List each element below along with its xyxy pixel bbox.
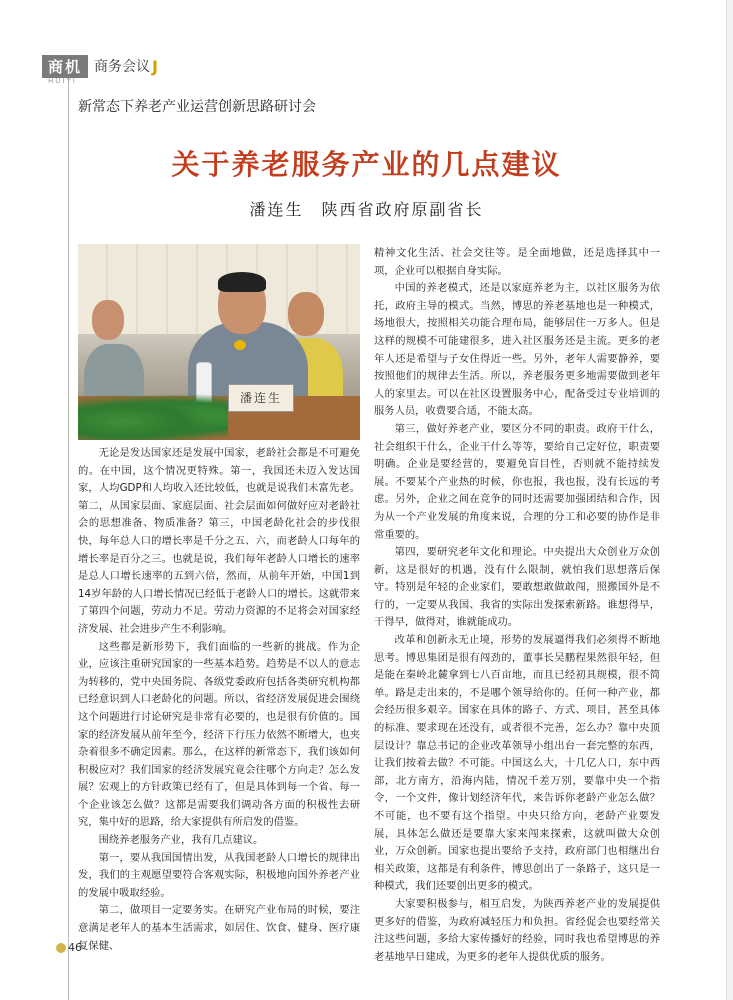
- paragraph: 无论是发达国家还是发展中国家，老龄社会都是不可避免的。在中国，这个情况更特殊。第一，我国还未迈入发达国家，人均GDP和人均收入还比较低，也就是说我们未富先老。第二，从国家层面、家庭层面、社会层面如何做好应对老龄社会的思想准备、物质准备？第三，中国老龄化社会的步伐很快，每年总人口的增长率是千分之五、六，而老龄人口每年的增长率是百分之三。也就是说，我们每年老龄人口增长的速率是总人口增长速率的五到六倍，然而，从前年开始，中国1到14岁年龄的人口增长情况已经低于老龄人口的增长。这就带来了第四个问题，劳动力不足。劳动力资源的不足将会对国家经济发展、社会进步产生不利影响。: [78, 447, 360, 635]
- paragraph: 围绕养老服务产业，我有几点建议。: [98, 834, 264, 847]
- page-number-text: 46: [68, 941, 82, 954]
- speaker-nameplate: 潘连生: [228, 384, 294, 412]
- section-header: [42, 55, 158, 77]
- speaker-photo: [78, 244, 360, 440]
- left-column: [78, 445, 360, 955]
- photo-plant: [78, 394, 228, 440]
- paragraph: 第四，要研究老年文化和理论。中央提出大众创业万众创新，这是很好的机遇，没有什么限制，就怕我们思想落后保守。特别是年轻的企业家们，要敢想敢做敢闯，照搬国外是不行的，一定要从我国、我省的实际出发探索新路。谁想得早，干得早，做得对，谁就能成功。: [374, 546, 660, 629]
- section-badge: 商机: [42, 55, 88, 78]
- paragraph: 第二，做项目一定要务实。在研究产业布局的时候，要注意满足老年人的基本生活需求，如居住、饮食、健身、医疗康复保健、: [78, 904, 360, 952]
- paragraph: 改革和创新永无止境，形势的发展逼得我们必须得不断地思考。博思集团是很有闯劲的，董事长吴鹏程果然很年轻，但是能在秦岭北麓拿到七八百亩地，而且已经初具规模，很不简单。路是走出来的，不是哪个领导给你的。任何一种产业，都会经历很多艰辛。国家在具体的路子、方式、项目，甚至具体的标准、要求现在还没有，或者很不完善，怎么办？靠中央顶层设计？靠总书记的企业改革领导小组出台一套完整的东西，让我们按着去做？不可能。中国这么大，十几亿人口，东中西部，北方南方，沿海内陆，情况千差万别，要靠中央一个指令，一个文件，像计划经济年代，来告诉你老龄产业怎么做？不可能，也不要有这个指望。中央只给方向，老龄产业要发展，具体怎么做还是要靠大家来闯来探索，这就叫做大众创业，万众创新。国家也提出要给予支持，政府部门也相继出台相关政策，这都是有利条件，博思创出了一条路子，这只是一种模式，我们还要创出更多的模式。: [374, 634, 660, 893]
- conference-title: 新常态下养老产业运营创新思路研讨会: [78, 99, 316, 115]
- microphone-icon: [234, 340, 246, 350]
- paragraph: 中国的养老模式，还是以家庭养老为主，以社区服务为依托，政府主导的模式。当然，博思的养老基地也是一种模式，场地很大，按照相关功能合理布局，能够居住一万多人。但是这样的规模不可能建很多，进入社区服务还是主流。更多的老年人还是希望与子女住得近一些。另外，老年人需要静养，要按照他们的规律去生活。所以，养老服务更多地需要做到老年人的家里去。可以在社区设置服务中心，配备受过专业培训的服务人员，收费要合适，不能太高。: [374, 282, 660, 418]
- article-title: 关于养老服务产业的几点建议: [171, 148, 562, 181]
- section-name: 商务会议: [94, 59, 151, 75]
- photo-speaker-hair: [218, 272, 266, 292]
- page-marker-icon: [56, 943, 66, 953]
- paragraph: 这些都是新形势下，我们面临的一些新的挑战。作为企业，应该注重研究国家的一些基本趋势。趋势是不以人的意志为转移的，党中央国务院、各级党委政府包括各类研究机构都已经意识到人口老龄化的问题。所以，省经济发展促进会围绕这个问题进行讨论研究是非常有必要的，也是很有价值的。国家的经济发展从前年至今，经济下行压力依然不断增大，也夹杂着很多不确定因素。那么，在这样的新常态下，我们该如何积极应对？我们国家的经济发展究竟会往哪个方向走？怎么发展？宏观上的方针政策已经有了，但是具体到每一个省、每一个企业该怎么做？这都是需要我们调动各方面的积极性去研究，集中好的思路，给大家提供有所启发的借鉴。: [78, 640, 360, 829]
- section-subtitle: HUIYI: [48, 77, 77, 85]
- photo-person-right-head: [288, 292, 324, 336]
- paragraph: 第三，做好养老产业，要区分不同的职责。政府干什么，社会组织干什么，企业干什么等等，要给自己定好位，职责要明确。企业是要经营的，要避免盲目性，否则就不能持续发展。不要某个产业热的时候，你也报，我也报，没有长远的考虑。另外，企业之间在竞争的同时还需要加强团结和合作，因为从一个产业发展的角度来说，合理的分工和必要的协作是非常重要的。: [374, 422, 660, 541]
- author-line: 潘连生 陕西省政府原副省长: [249, 200, 484, 219]
- paragraph: 第一，要从我国国情出发，从我国老龄人口增长的规律出发，我们的主观愿望要符合客观实际，积极地向国外养老产业的发展中吸取经验。: [78, 851, 360, 899]
- photo-person-left-head: [92, 300, 124, 340]
- section-mark: J: [152, 56, 158, 76]
- right-column: [374, 245, 660, 966]
- paragraph: 大家要积极参与，相互启发，为陕西养老产业的发展提供更多好的借鉴，为政府减轻压力和负担。省经促会也要经常关注这些问题，多给大家传播好的经验，同时我也希望博思的养老基地早日建成，为更多的老年人提供优质的服务。: [374, 897, 660, 963]
- paragraph: 精神文化生活、社会交往等。是全面地做，还是选择其中一项，企业可以根据自身实际。: [374, 247, 660, 277]
- page-number: [56, 941, 82, 954]
